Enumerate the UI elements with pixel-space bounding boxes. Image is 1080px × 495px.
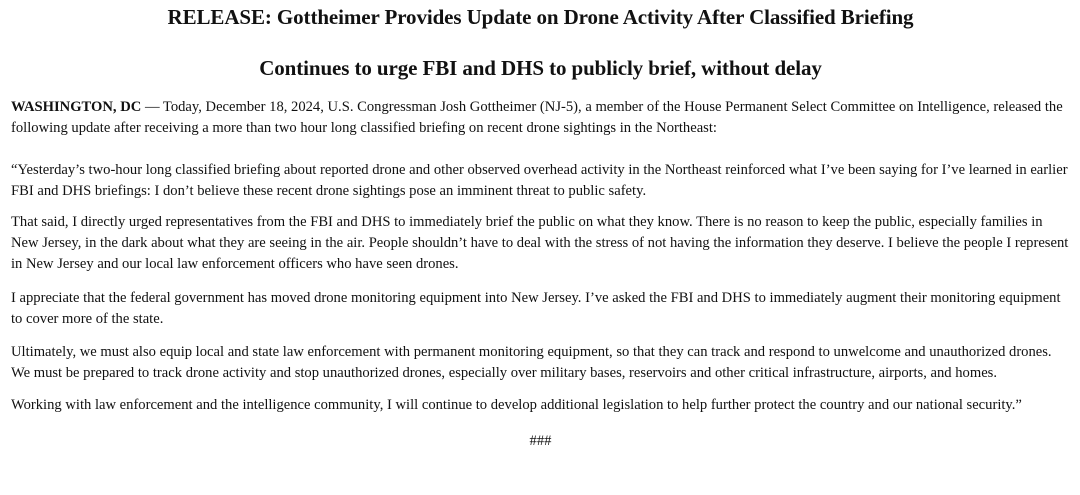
intro-paragraph (11, 97, 1070, 139)
intro-text: — Today, December 18, 2024, U.S. Congressman Josh Gottheimer (NJ-5), a member of the House Permanent Select Committee on Intelligence, released the following update after receiving a more than two hour long classified briefing on recent drone sightings in the Northeast: (11, 99, 1063, 136)
quote-paragraph-5: Working with law enforcement and the intelligence community, I will continue to develop additional legislation to help further protect the country and our national security.” (11, 397, 1022, 413)
quote-paragraph-2: That said, I directly urged representatives from the FBI and DHS to immediately brief the public on what they know. There is no reason to keep the public, especially families in New Jersey, in the dark about what they are seeing in the air. People shouldn’t have to deal with the stress of not having the information they deserve. I believe the people I represent in New Jersey and our local law enforcement officers who have seen drones. (11, 214, 1069, 272)
quote-paragraph-1: “Yesterday’s two-hour long classified briefing about reported drone and other observed overhead activity in the Northeast reinforced what I’ve been saying for I’ve learned in earlier FBI and DHS briefings: I don’t believe these recent drone sightings pose an imminent threat to public safety. (11, 162, 1068, 199)
release-subtitle: Continues to urge FBI and DHS to publicly brief, without delay (259, 56, 822, 80)
end-mark: ### (529, 433, 552, 449)
dateline: WASHINGTON, DC (11, 99, 142, 115)
release-title: RELEASE: Gottheimer Provides Update on Drone Activity After Classified Briefing (167, 5, 914, 29)
quote-paragraph-4: Ultimately, we must also equip local and state law enforcement with permanent monitoring equipment, so that they can track and respond to unwelcome and unauthorized drones. We must be prepared to track drone activity and stop unauthorized drones, especially over military bases, reservoirs and other critical infrastructure, airports, and homes. (11, 344, 1052, 381)
quote-paragraph-3: I appreciate that the federal government has moved drone monitoring equipment into New Jersey. I’ve asked the FBI and DHS to immediately augment their monitoring equipment to cover more of the state. (11, 290, 1061, 327)
